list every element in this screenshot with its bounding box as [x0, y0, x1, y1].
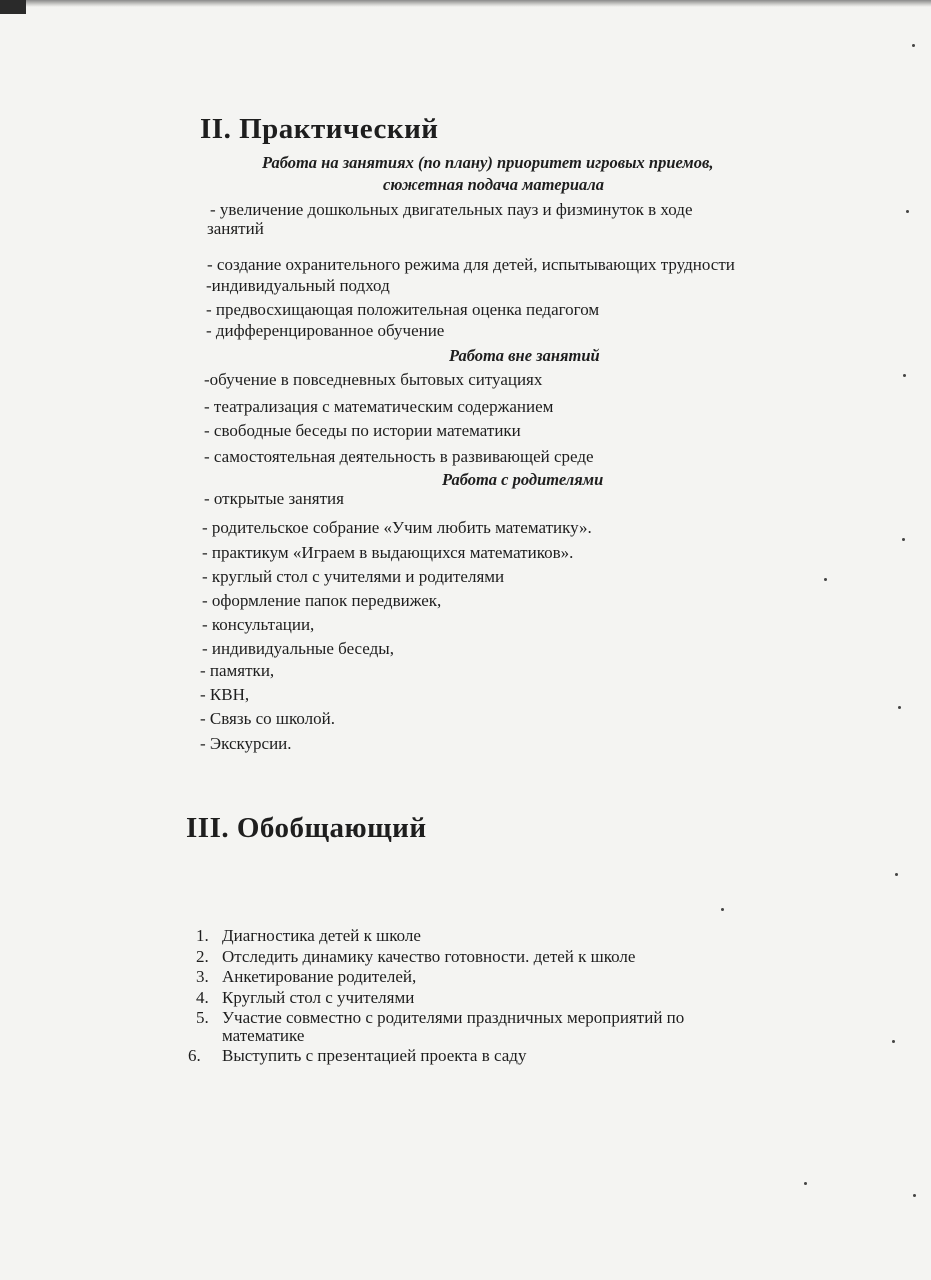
list-item-number: 1.: [196, 926, 209, 945]
list-item-text: Круглый стол с учителями: [222, 987, 415, 1007]
scan-speck: [804, 1182, 807, 1185]
list-item: - самостоятельная деятельность в развивающей среде: [204, 447, 594, 466]
list-item: - Экскурсии.: [200, 734, 292, 753]
scan-speck: [721, 908, 724, 911]
list-item: - индивидуальные беседы,: [202, 639, 394, 658]
list-item: [188, 1046, 684, 1067]
lessons-heading-line2: сюжетная подача материала: [383, 175, 604, 194]
list-item-text: Участие совместно с родителями праздничных мероприятий по: [222, 1008, 685, 1027]
list-item: - консультации,: [202, 615, 315, 634]
list-item: - оформление папок передвижек,: [202, 591, 442, 610]
list-item: [196, 967, 684, 988]
list-item-number: 5.: [196, 1008, 209, 1027]
summary-list: [188, 926, 685, 1067]
list-item: занятий: [207, 219, 264, 238]
list-item: - Связь со школой.: [200, 709, 335, 728]
list-item: -обучение в повседневных бытовых ситуациях: [204, 370, 543, 389]
list-item-text: математике: [222, 1025, 305, 1045]
list-item: - увеличение дошкольных двигательных пауз и физминуток в ходе: [210, 200, 693, 219]
list-item-text: Диагностика детей к школе: [222, 926, 421, 945]
scan-speck: [824, 578, 827, 581]
list-item: [196, 926, 684, 947]
list-item: - практикум «Играем в выдающихся математиков».: [202, 543, 574, 562]
scan-speck: [903, 374, 906, 377]
scan-speck: [902, 538, 905, 541]
list-item: - памятки,: [200, 661, 275, 680]
outside-heading: Работа вне занятий: [449, 346, 600, 365]
lessons-heading-line1: Работа на занятиях (по плану) приоритет игровых приемов,: [262, 153, 714, 172]
list-item-text: Отследить динамику качество готовности. детей к школе: [222, 946, 636, 966]
list-item: - круглый стол с учителями и родителями: [202, 567, 505, 586]
scan-speck: [912, 44, 915, 47]
list-item-number: 3.: [196, 967, 209, 986]
list-item: - театрализация с математическим содержанием: [204, 397, 554, 416]
list-item-number: 2.: [196, 946, 209, 966]
list-item: - свободные беседы по истории математики: [204, 421, 521, 440]
list-item-number: 6.: [188, 1046, 201, 1065]
scan-speck: [906, 210, 909, 213]
list-item-text: Выступить с презентацией проекта в саду: [222, 1046, 527, 1065]
section-ii-title: II. Практический: [200, 113, 439, 145]
list-item: - предвосхищающая положительная оценка педагогом: [206, 300, 600, 319]
scan-top-edge: [0, 0, 931, 7]
list-item-text: Анкетирование родителей,: [222, 967, 417, 986]
list-item: [196, 947, 684, 968]
list-item: - дифференцированное обучение: [206, 321, 445, 340]
list-item-number: 4.: [196, 987, 209, 1007]
list-item: [196, 1026, 684, 1047]
list-item: - открытые занятия: [204, 489, 344, 508]
list-item: - КВН,: [200, 685, 250, 704]
list-item: - родительское собрание «Учим любить математику».: [202, 518, 592, 537]
section-iii-title: III. Обобщающий: [186, 812, 427, 844]
scan-speck: [898, 706, 901, 709]
scan-speck: [913, 1194, 916, 1197]
parents-heading: Работа с родителями: [442, 470, 604, 489]
scan-speck: [892, 1040, 895, 1043]
list-item: - создание охранительного режима для детей, испытывающих трудности: [207, 255, 735, 274]
list-item: [196, 988, 684, 1009]
list-item: -индивидуальный подход: [206, 276, 390, 295]
scan-speck: [895, 873, 898, 876]
